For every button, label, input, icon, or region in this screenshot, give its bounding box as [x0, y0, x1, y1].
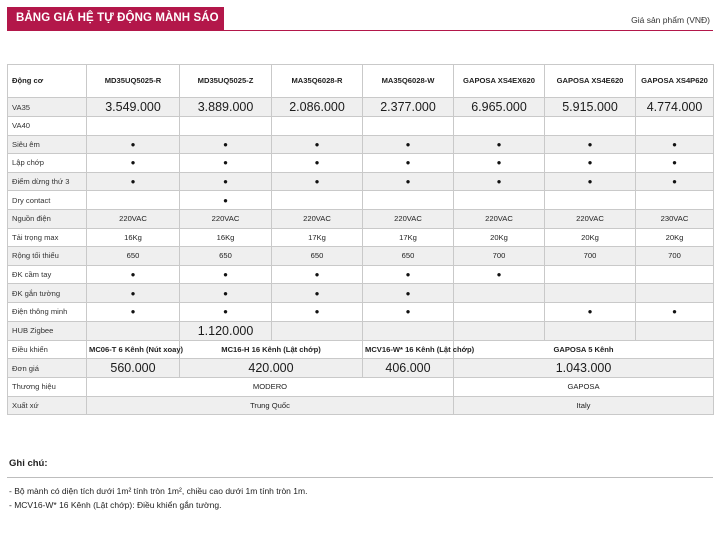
row-label: Đơn giá [8, 359, 87, 378]
row-label: ĐK cầm tay [8, 265, 87, 284]
feature-dot-icon [545, 302, 636, 321]
title-banner [7, 7, 224, 31]
table-row-va40 [8, 117, 714, 136]
spec-cell: 20Kg [545, 228, 636, 247]
empty-cell [272, 117, 363, 136]
spec-cell: 700 [454, 247, 545, 266]
title-divider [224, 30, 713, 31]
feature-dot-icon [180, 154, 272, 173]
table-row-diem-dung [8, 172, 714, 191]
model-header: GAPOSA XS4P620 [636, 65, 714, 98]
table-row-dry-contact [8, 191, 714, 210]
price-cell: 3.549.000 [87, 98, 180, 117]
spec-cell: 220VAC [454, 209, 545, 228]
table-row-tai-trong [8, 228, 714, 247]
spec-cell: 700 [636, 247, 714, 266]
empty-cell [454, 321, 545, 340]
row-label: Tải trọng max [8, 228, 87, 247]
page-title: BẢNG GIÁ HỆ TỰ ĐỘNG MÀNH SÁO [16, 12, 219, 24]
price-cell: 1.120.000 [180, 321, 272, 340]
feature-dot-icon [272, 265, 363, 284]
table-row-xuat-xu [8, 396, 714, 415]
feature-dot-icon [363, 172, 454, 191]
spec-cell: 220VAC [545, 209, 636, 228]
currency-note: Giá sản phẩm (VNĐ) [631, 15, 710, 25]
empty-cell [87, 117, 180, 136]
model-header: MA35Q6028-W [363, 65, 454, 98]
note-item: - MCV16-W* 16 Kênh (Lật chớp): Điều khiển gắn tường. [9, 499, 307, 513]
row-label: Thương hiệu [8, 378, 87, 397]
spec-cell: 20Kg [454, 228, 545, 247]
feature-dot-icon [363, 154, 454, 173]
table-row-va35 [8, 98, 714, 117]
empty-cell [454, 302, 545, 321]
brand-cell: MODERO [87, 378, 454, 397]
table-row-dk-cam-tay [8, 265, 714, 284]
feature-dot-icon [87, 135, 180, 154]
empty-cell [87, 191, 180, 210]
spec-cell: 230VAC [636, 209, 714, 228]
price-cell: 560.000 [87, 359, 180, 378]
feature-dot-icon [87, 172, 180, 191]
brand-cell: GAPOSA [454, 378, 714, 397]
spec-cell: 16Kg [180, 228, 272, 247]
feature-dot-icon [180, 135, 272, 154]
empty-cell [363, 191, 454, 210]
empty-cell [454, 191, 545, 210]
table-row-thuong-hieu [8, 378, 714, 397]
notes-title: Ghi chú: [9, 458, 48, 469]
price-cell: 1.043.000 [454, 359, 714, 378]
price-cell: 6.965.000 [454, 98, 545, 117]
spec-cell: 16Kg [87, 228, 180, 247]
price-cell: 420.000 [180, 359, 363, 378]
price-table [7, 64, 714, 415]
price-cell: 406.000 [363, 359, 454, 378]
feature-dot-icon [636, 135, 714, 154]
row-label: HUB Zigbee [8, 321, 87, 340]
model-header: MD35UQ5025-Z [180, 65, 272, 98]
header-row [8, 65, 714, 98]
empty-cell [180, 117, 272, 136]
table-row-dien-thoai [8, 302, 714, 321]
table-row-hub-zigbee [8, 321, 714, 340]
empty-cell [272, 321, 363, 340]
empty-cell [454, 117, 545, 136]
model-header: GAPOSA XS4E620 [545, 65, 636, 98]
table-row-sieu-em [8, 135, 714, 154]
spec-cell: 220VAC [363, 209, 454, 228]
spec-cell: 220VAC [87, 209, 180, 228]
note-item: - Bộ mành có diện tích dưới 1m² tính tròn 1m², chiều cao dưới 1m tính tròn 1m. [9, 485, 307, 499]
feature-dot-icon [180, 265, 272, 284]
table-row-rong-toi-thieu [8, 247, 714, 266]
empty-cell [636, 321, 714, 340]
feature-dot-icon [180, 302, 272, 321]
price-cell: 5.915.000 [545, 98, 636, 117]
row-label: VA40 [8, 117, 87, 136]
row-label: Siêu êm [8, 135, 87, 154]
spec-cell: 17Kg [272, 228, 363, 247]
empty-cell [363, 117, 454, 136]
feature-dot-icon [180, 284, 272, 303]
row-label: VA35 [8, 98, 87, 117]
table-row-dieu-khien [8, 340, 714, 359]
row-label: ĐK gắn tường [8, 284, 87, 303]
row-label: Nguồn điện [8, 209, 87, 228]
table-row-dk-gan-tuong [8, 284, 714, 303]
row-label: Điện thông minh [8, 302, 87, 321]
remote-cell: MC16-H 16 Kênh (Lật chớp) [180, 340, 363, 359]
table-row-nguon-dien [8, 209, 714, 228]
spec-cell: 20Kg [636, 228, 714, 247]
empty-cell [636, 191, 714, 210]
row-label: Rộng tối thiểu [8, 247, 87, 266]
feature-dot-icon [272, 154, 363, 173]
empty-cell [545, 117, 636, 136]
spec-cell: 700 [545, 247, 636, 266]
remote-cell: MC06-T 6 Kênh (Nút xoay) [87, 340, 180, 359]
row-label: Điểm dừng thứ 3 [8, 172, 87, 191]
feature-dot-icon [272, 135, 363, 154]
spec-cell: 650 [272, 247, 363, 266]
remote-cell: MCV16-W* 16 Kênh (Lật chớp) [363, 340, 454, 359]
empty-cell [636, 265, 714, 284]
origin-cell: Italy [454, 396, 714, 415]
empty-cell [636, 117, 714, 136]
price-cell: 2.377.000 [363, 98, 454, 117]
notes-list [9, 485, 307, 512]
feature-dot-icon [180, 191, 272, 210]
empty-cell [545, 321, 636, 340]
feature-dot-icon [636, 302, 714, 321]
empty-cell [545, 191, 636, 210]
feature-dot-icon [454, 265, 545, 284]
spec-cell: 220VAC [180, 209, 272, 228]
feature-dot-icon [272, 284, 363, 303]
price-cell: 2.086.000 [272, 98, 363, 117]
price-cell: 3.889.000 [180, 98, 272, 117]
feature-dot-icon [363, 135, 454, 154]
feature-dot-icon [636, 172, 714, 191]
empty-cell [363, 321, 454, 340]
spec-cell: 650 [363, 247, 454, 266]
price-cell: 4.774.000 [636, 98, 714, 117]
empty-cell [545, 265, 636, 284]
feature-dot-icon [87, 302, 180, 321]
empty-cell [454, 284, 545, 303]
feature-dot-icon [87, 265, 180, 284]
feature-dot-icon [545, 172, 636, 191]
feature-dot-icon [636, 154, 714, 173]
spec-cell: 17Kg [363, 228, 454, 247]
row-label: Lập chớp [8, 154, 87, 173]
table-row-don-gia [8, 359, 714, 378]
feature-dot-icon [454, 135, 545, 154]
origin-cell: Trung Quốc [87, 396, 454, 415]
feature-dot-icon [545, 135, 636, 154]
feature-dot-icon [363, 302, 454, 321]
empty-cell [636, 284, 714, 303]
spec-cell: 220VAC [272, 209, 363, 228]
model-header: MA35Q6028-R [272, 65, 363, 98]
spec-cell: 650 [87, 247, 180, 266]
feature-dot-icon [545, 154, 636, 173]
empty-cell [272, 191, 363, 210]
feature-dot-icon [272, 302, 363, 321]
empty-cell [545, 284, 636, 303]
feature-dot-icon [87, 154, 180, 173]
feature-dot-icon [272, 172, 363, 191]
feature-dot-icon [454, 172, 545, 191]
corner-label: Động cơ [8, 65, 87, 98]
row-label: Dry contact [8, 191, 87, 210]
spec-cell: 650 [180, 247, 272, 266]
model-header: GAPOSA XS4EX620 [454, 65, 545, 98]
feature-dot-icon [180, 172, 272, 191]
row-label: Điều khiển [8, 340, 87, 359]
notes-divider [7, 477, 713, 478]
remote-cell: GAPOSA 5 Kênh [454, 340, 714, 359]
feature-dot-icon [363, 284, 454, 303]
model-header: MD35UQ5025-R [87, 65, 180, 98]
row-label: Xuất xứ [8, 396, 87, 415]
feature-dot-icon [454, 154, 545, 173]
empty-cell [87, 321, 180, 340]
table-row-lap-chop [8, 154, 714, 173]
feature-dot-icon [363, 265, 454, 284]
feature-dot-icon [87, 284, 180, 303]
